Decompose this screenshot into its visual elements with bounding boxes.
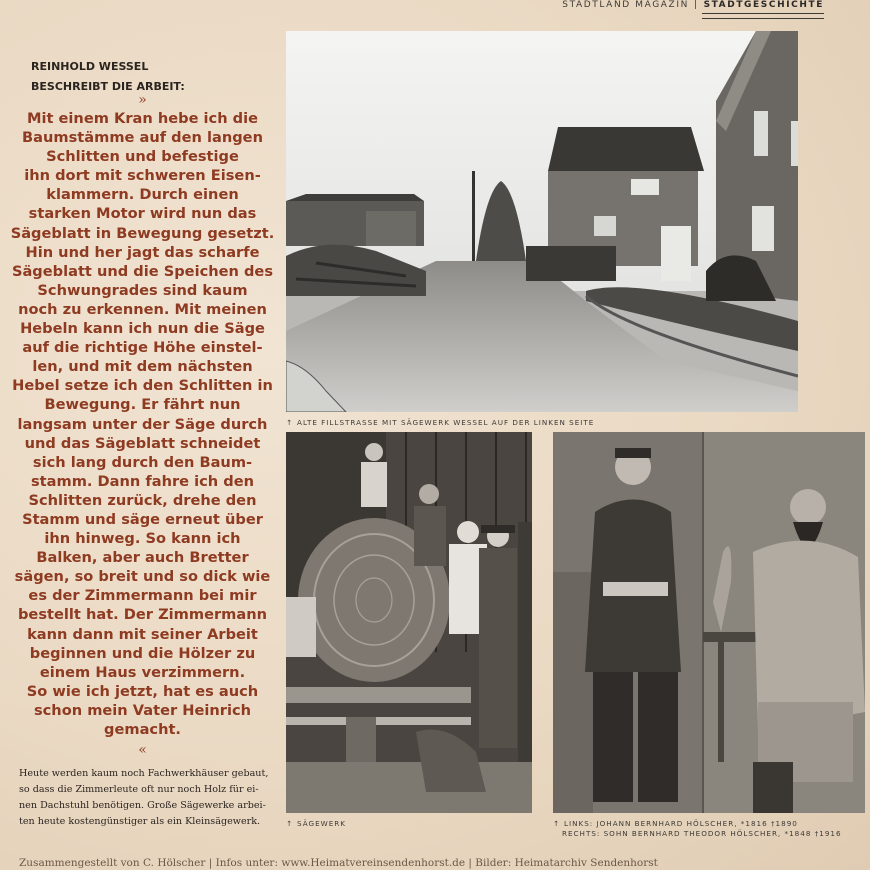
caption-arrow-icon: ↑ [286,819,294,828]
quote-line: langsam unter der Säge durch [17,415,268,433]
quote-line: Schwungrades sind kaum [37,281,248,299]
quote-line: ihn dort mit schweren Eisen- [24,167,261,185]
section-underline [702,13,824,19]
quote-line: auf die richtige Höhe einstel- [22,339,263,357]
quote-line: Balken, aber auch Bretter [36,549,249,567]
pull-quote [0,109,285,739]
caption-arrow-icon: ↑ [286,418,294,427]
quote-line: noch zu erkennen. Mit meinen [18,300,267,318]
quote-line: stamm. Dann fahre ich den [31,472,254,490]
quote-line: Bewegung. Er fährt nun [44,396,241,414]
header-separator: | [693,0,699,10]
quote-line: klammern. Durch einen [46,186,239,204]
quote-line: einem Haus verzimmern. [39,663,246,681]
quote-line: sägen, so breit und so dick wie [14,568,271,586]
quote-line: kann dann mit seiner Arbeit [27,625,258,643]
quote-line: Hin und her jagt das scharfe [25,243,260,261]
quote-line: schon mein Vater Heinrich [33,701,252,719]
quote-line: Stamm und säge erneut über [22,510,263,528]
quote-line: len, und mit dem nächsten [32,358,253,376]
quote-line: Mit einem Kran hebe ich die [26,110,259,127]
quote-line: ihn hinweg. So kann ich [44,530,241,548]
body-line: nen Dachstuhl benötigen. Große Sägewerke arbei- [19,800,266,811]
sawmill-caption-text: SÄGEWERK [297,819,346,828]
quote-line: sich lang durch den Baum- [32,453,253,471]
quote-line: starken Motor wird nun das [28,205,257,223]
portrait-photo [553,432,865,813]
quote-line: Schlitten und befestige [46,148,239,166]
quote-line: beginnen und die Hölzer zu [29,644,256,662]
quote-line: Sägeblatt in Bewegung gesetzt. [10,224,275,242]
quote-open-mark: » [138,92,147,108]
portrait-photo-caption [553,819,842,839]
quote-line: So wie ich jetzt, hat es auch [26,682,259,700]
quote-line: Schlitten zurück, drehe den [28,491,257,509]
author-subtitle: BESCHREIBT DIE ARBEIT: [31,80,185,93]
portrait-caption-line-1: ↑ LINKS: JOHANN BERNHARD HÖLSCHER, *1816 †1890 [553,819,798,828]
caption-arrow-icon: ↑ [553,819,561,828]
author-intro [31,57,271,97]
sawmill-photo-caption [286,819,346,829]
quote-line: bestellt hat. Der Zimmermann [17,606,268,624]
body-line: so dass die Zimmerleute oft nur noch Holz für ei- [19,784,259,795]
quote-line: Sägeblatt und die Speichen des [11,262,274,280]
body-paragraph [19,766,269,830]
portrait-caption-line-2: RECHTS: SOHN BERNHARD THEODOR HÖLSCHER, *1848 †1916 [562,829,842,838]
magazine-header [562,0,824,14]
section-title: STADTGESCHICHTE [703,0,824,10]
quote-close-mark: « [138,742,147,758]
author-name: REINHOLD WESSEL [31,60,149,73]
quote-line: und das Sägeblatt schneidet [24,434,261,452]
body-line: Heute werden kaum noch Fachwerkhäuser gebaut, [19,768,269,779]
quote-line: gemacht. [104,721,181,738]
street-photo-caption [286,418,594,428]
street-photo [286,31,798,412]
quote-line: Baumstämme auf den langen [22,129,263,147]
street-caption-text: ALTE FILLSTRASSE MIT SÄGEWERK WESSEL AUF DER LINKEN SEITE [297,418,595,427]
quote-line: Hebeln kann ich nun die Säge [20,320,265,338]
quote-line: es der Zimmermann bei mir [28,587,257,605]
footer-credits: Zusammengestellt von C. Hölscher | Infos unter: www.Heimatvereinsendenhorst.de | Bilder: Heimatarchiv Sendenhorst [19,857,658,869]
magazine-name: STADTLAND MAGAZIN [562,0,689,10]
sawmill-photo [286,432,532,813]
body-line: ten heute kostengünstiger als ein Kleinsägewerk. [19,816,261,827]
quote-line: Hebel setze ich den Schlitten in [12,377,273,395]
